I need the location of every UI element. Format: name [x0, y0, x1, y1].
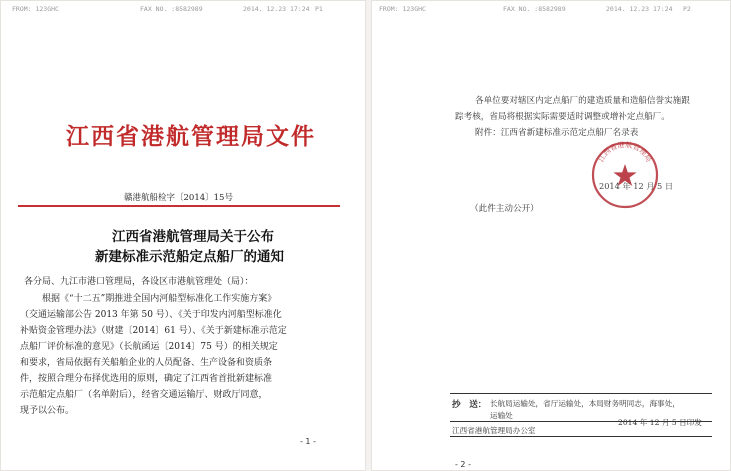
fax-page: P1	[315, 5, 323, 13]
page-number: - 2 -	[455, 460, 471, 469]
fax-sender: FROM: 123GHC	[12, 5, 59, 13]
fax-number: FAX NO. :8582989	[503, 5, 566, 13]
red-rule	[18, 205, 340, 207]
fax-datetime: 2014. 12.23 17:24	[606, 5, 673, 13]
body-line: 根据《“十二五”期推进全国内河船型标准化工作实施方案》	[42, 294, 277, 304]
cc-line: 长航局运输处，省厅运输处，本局财务明同志，海事处，	[490, 399, 680, 408]
recipients: 各分局、九江市港口管理局，各设区市港航管理处（局）：	[24, 277, 254, 287]
body-line: 件，按照合理分布择优选用的原则，确定了江西省首批新建标准	[20, 374, 273, 384]
notice-title-line-2: 新建标准示范船定点船厂的通知	[95, 249, 284, 265]
seal-text: 江西省港航管理局	[596, 140, 654, 164]
official-seal-icon	[590, 140, 660, 210]
fax-sender: FROM: 123GHC	[379, 5, 426, 13]
cc-rule-top	[450, 393, 712, 394]
body-line: 点船厂评价标准的意见》（长航函运〔2014〕75 号）的相关规定	[20, 342, 278, 352]
issue-date: 2014 年 12 月 5 日印发	[618, 418, 702, 427]
body-line: 各单位要对辖区内定点船厂的建造质量和造船信誉实施跟	[475, 96, 690, 106]
body-line: 补贴资金管理办法》（财建〔2014〕61 号）、《关于新建标准示范定	[20, 326, 287, 336]
cc-line: 运输处	[490, 411, 513, 420]
body-line: （交通运输部公告 2013 年第 50 号）、《关于印发内河船型标准化	[20, 310, 282, 320]
page-number: - 1 -	[300, 437, 316, 446]
notice-title-line-1: 江西省港航管理局关于公布	[112, 229, 274, 245]
document-number: 赣港航船检字〔2014〕15号	[124, 193, 233, 203]
cc-label: 抄 送：	[452, 400, 487, 410]
body-line: 现予以公布。	[20, 406, 75, 416]
attachment-line: 附件：江西省新建标准示范定点船厂名录表	[475, 128, 639, 138]
document-title: 江西省港航管理局文件	[66, 123, 316, 150]
fax-datetime: 2014. 12.23 17:24	[243, 5, 310, 13]
body-line: 和要求，省局依据有关船舶企业的人员配备、生产设备和资质条	[20, 358, 273, 368]
issuer: 江西省港航管理局办公室	[452, 426, 536, 435]
body-line: 踪考核，省局将根据实际需要适时调整或增补定点船厂。	[455, 112, 670, 122]
fax-page: P2	[683, 5, 691, 13]
fax-number: FAX NO. :8582989	[140, 5, 203, 13]
body-line: 示范船定点船厂（名单附后），经省交通运输厅、财政厅同意，	[20, 390, 268, 400]
public-note: （此件主动公开）	[470, 204, 539, 214]
signature-date: 2014 年 12 月 5 日	[599, 181, 674, 191]
cc-rule-bottom	[450, 436, 712, 437]
